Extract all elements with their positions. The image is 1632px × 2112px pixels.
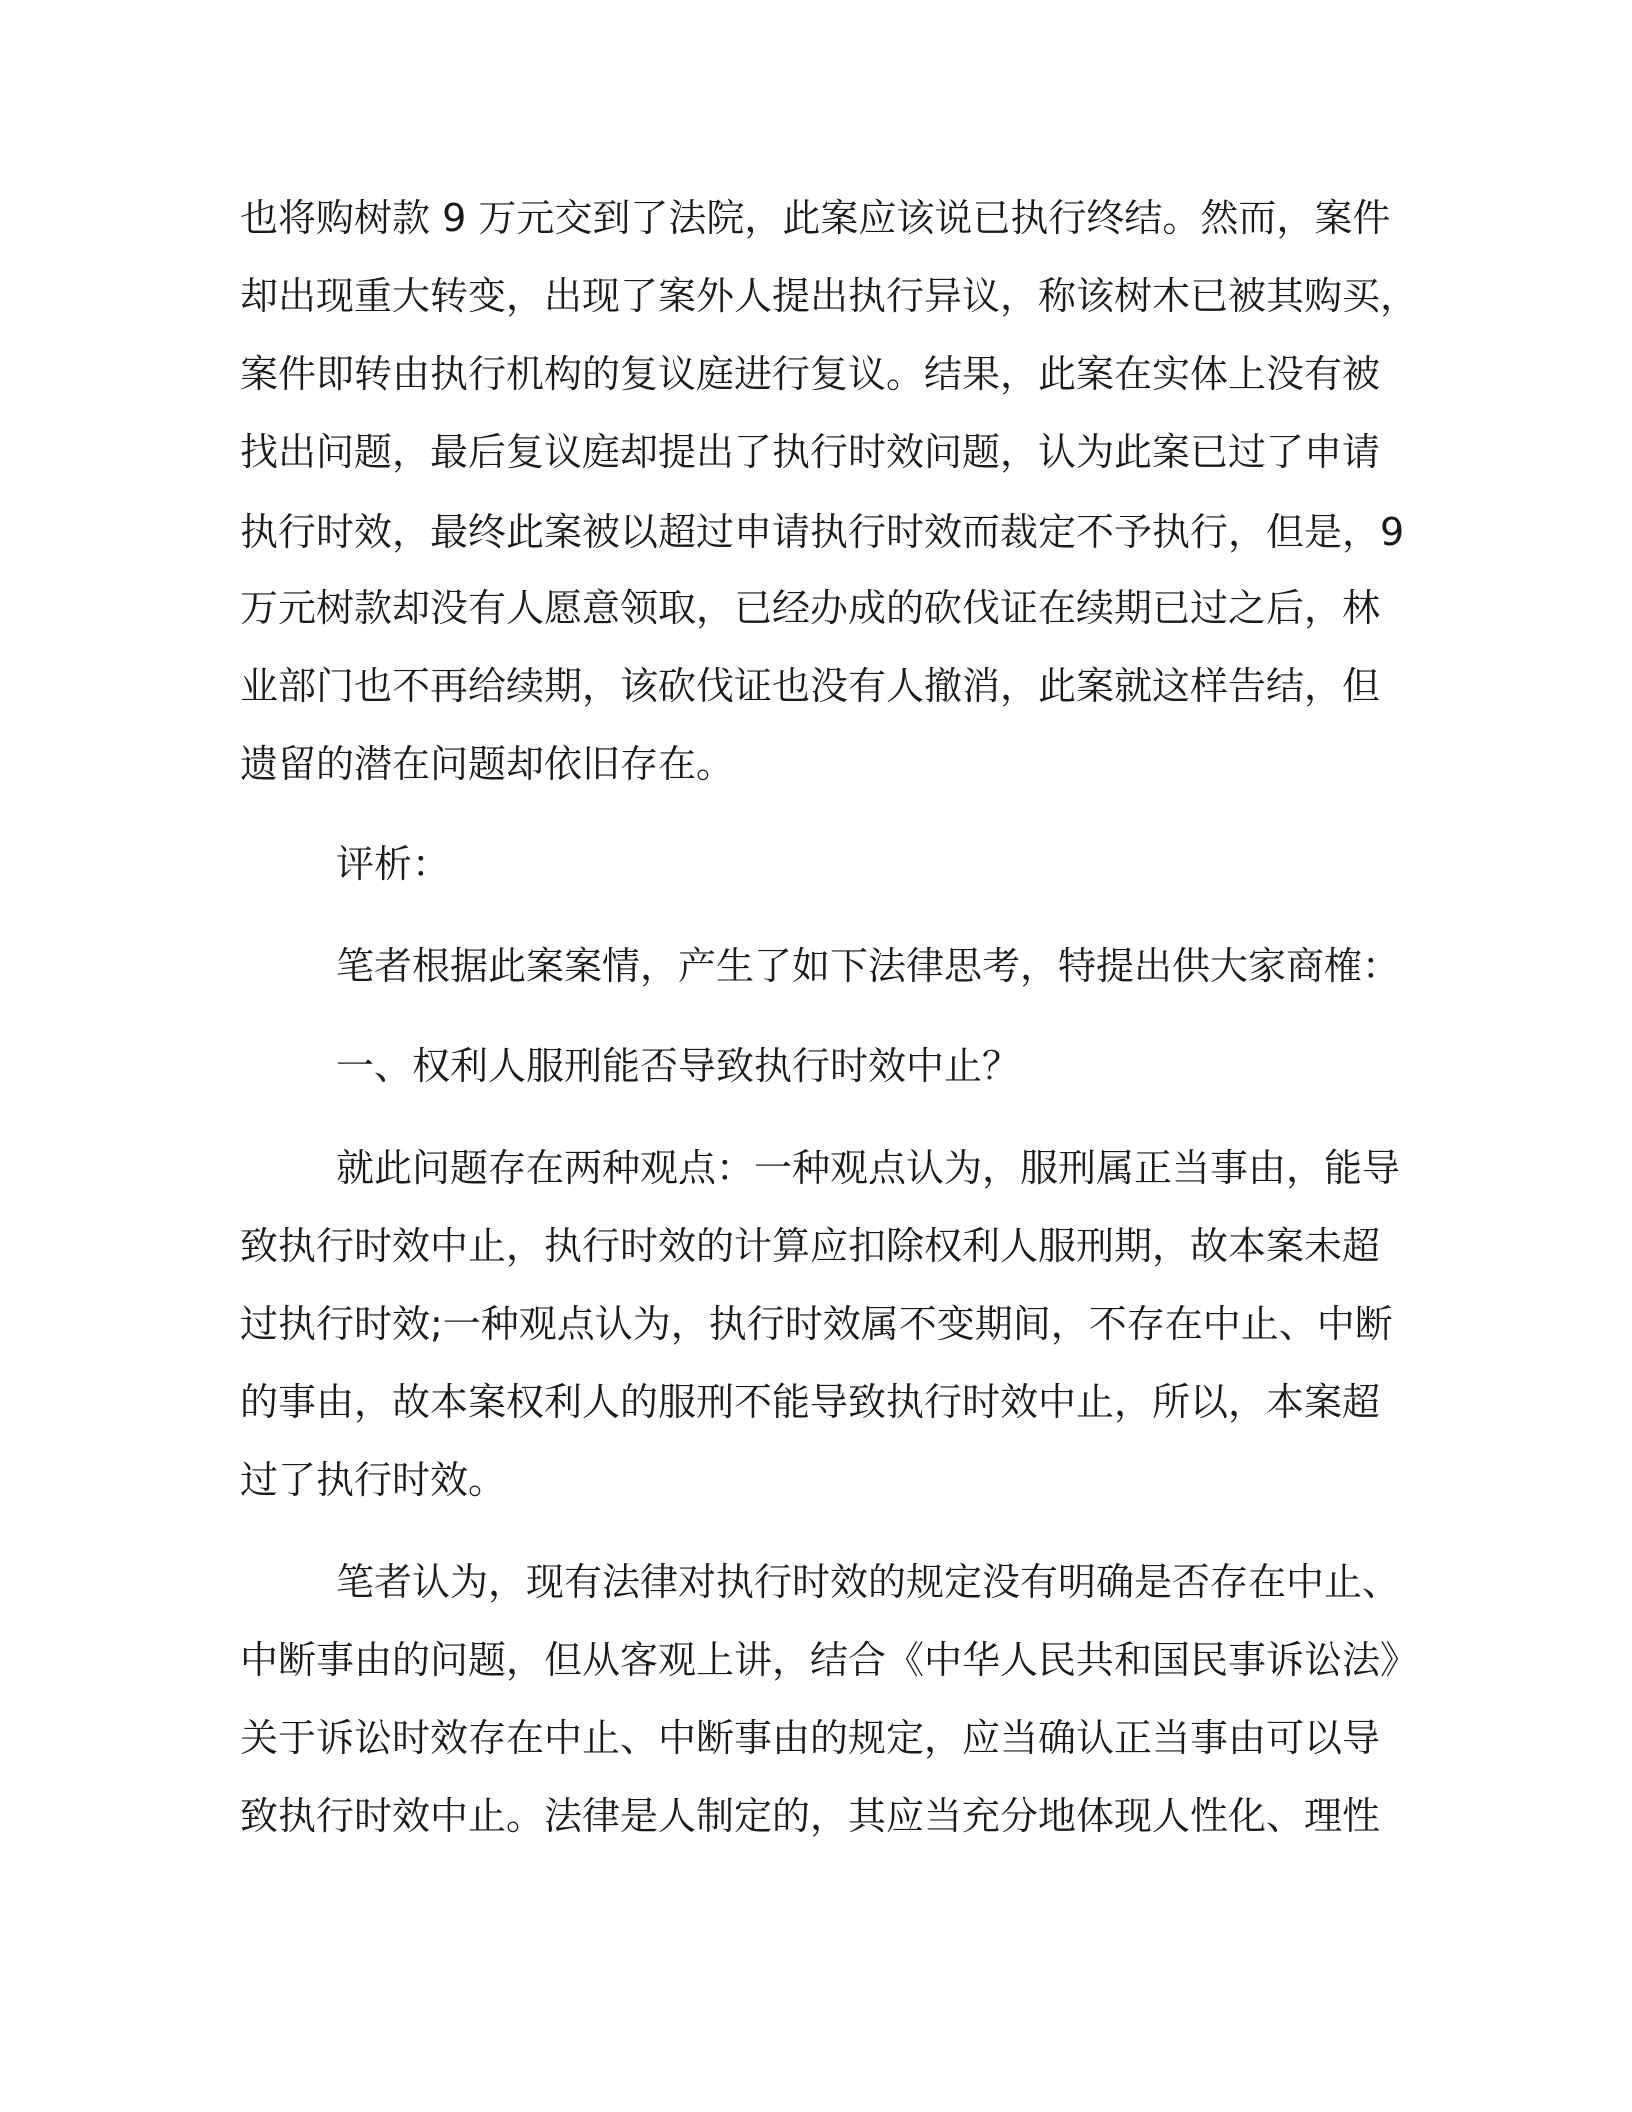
paragraph-2-line-4: 的事由，故本案权利人的服刑不能导致执行时效中止，所以，本案超 bbox=[240, 1380, 1381, 1424]
paragraph-3-line-2: 中断事由的问题，但从客观上讲，结合《中华人民共和国民事诉讼法》 bbox=[240, 1638, 1419, 1682]
paragraph-1-line-5: 执行时效，最终此案被以超过申请执行时效而裁定不予执行，但是，9 bbox=[240, 510, 1405, 554]
paragraph-2-line-3: 过执行时效;一种观点认为，执行时效属不变期间，不存在中止、中断 bbox=[240, 1302, 1393, 1346]
intro-line: 笔者根据此案案情，产生了如下法律思考，特提出供大家商榷： bbox=[336, 944, 1401, 988]
paragraph-3-line-3: 关于诉讼时效存在中止、中断事由的规定，应当确认正当事由可以导 bbox=[240, 1716, 1381, 1760]
paragraph-1-line-2: 却出现重大转变，出现了案外人提出执行异议，称该树木已被其购买， bbox=[240, 274, 1419, 318]
paragraph-1-line-7: 业部门也不再给续期，该砍伐证也没有人撤消，此案就这样告结，但 bbox=[240, 664, 1381, 708]
paragraph-3-line-1: 笔者认为，现有法律对执行时效的规定没有明确是否存在中止、 bbox=[336, 1560, 1401, 1604]
paragraph-2-line-5: 过了执行时效。 bbox=[240, 1458, 507, 1502]
section-1-heading: 一、权利人服刑能否导致执行时效中止？ bbox=[336, 1044, 1021, 1088]
paragraph-1-line-8: 遗留的潜在问题却依旧存在。 bbox=[240, 742, 735, 786]
paragraph-1-line-4: 找出问题，最后复议庭却提出了执行时效问题，认为此案已过了申请 bbox=[240, 430, 1381, 474]
paragraph-1-line-3: 案件即转由执行机构的复议庭进行复议。结果，此案在实体上没有被 bbox=[240, 352, 1381, 396]
paragraph-2-line-1: 就此问题存在两种观点：一种观点认为，服刑属正当事由，能导 bbox=[336, 1146, 1401, 1190]
paragraph-2-line-2: 致执行时效中止，执行时效的计算应扣除权利人服刑期，故本案未超 bbox=[240, 1224, 1381, 1268]
analysis-heading: 评析： bbox=[336, 842, 451, 886]
paragraph-1-line-1: 也将购树款 9 万元交到了法院，此案应该说已执行终结。然而，案件 bbox=[240, 196, 1391, 240]
paragraph-1-line-6: 万元树款却没有人愿意领取，已经办成的砍伐证在续期已过之后，林 bbox=[240, 586, 1381, 630]
paragraph-3-line-4: 致执行时效中止。法律是人制定的，其应当充分地体现人性化、理性 bbox=[240, 1794, 1381, 1838]
